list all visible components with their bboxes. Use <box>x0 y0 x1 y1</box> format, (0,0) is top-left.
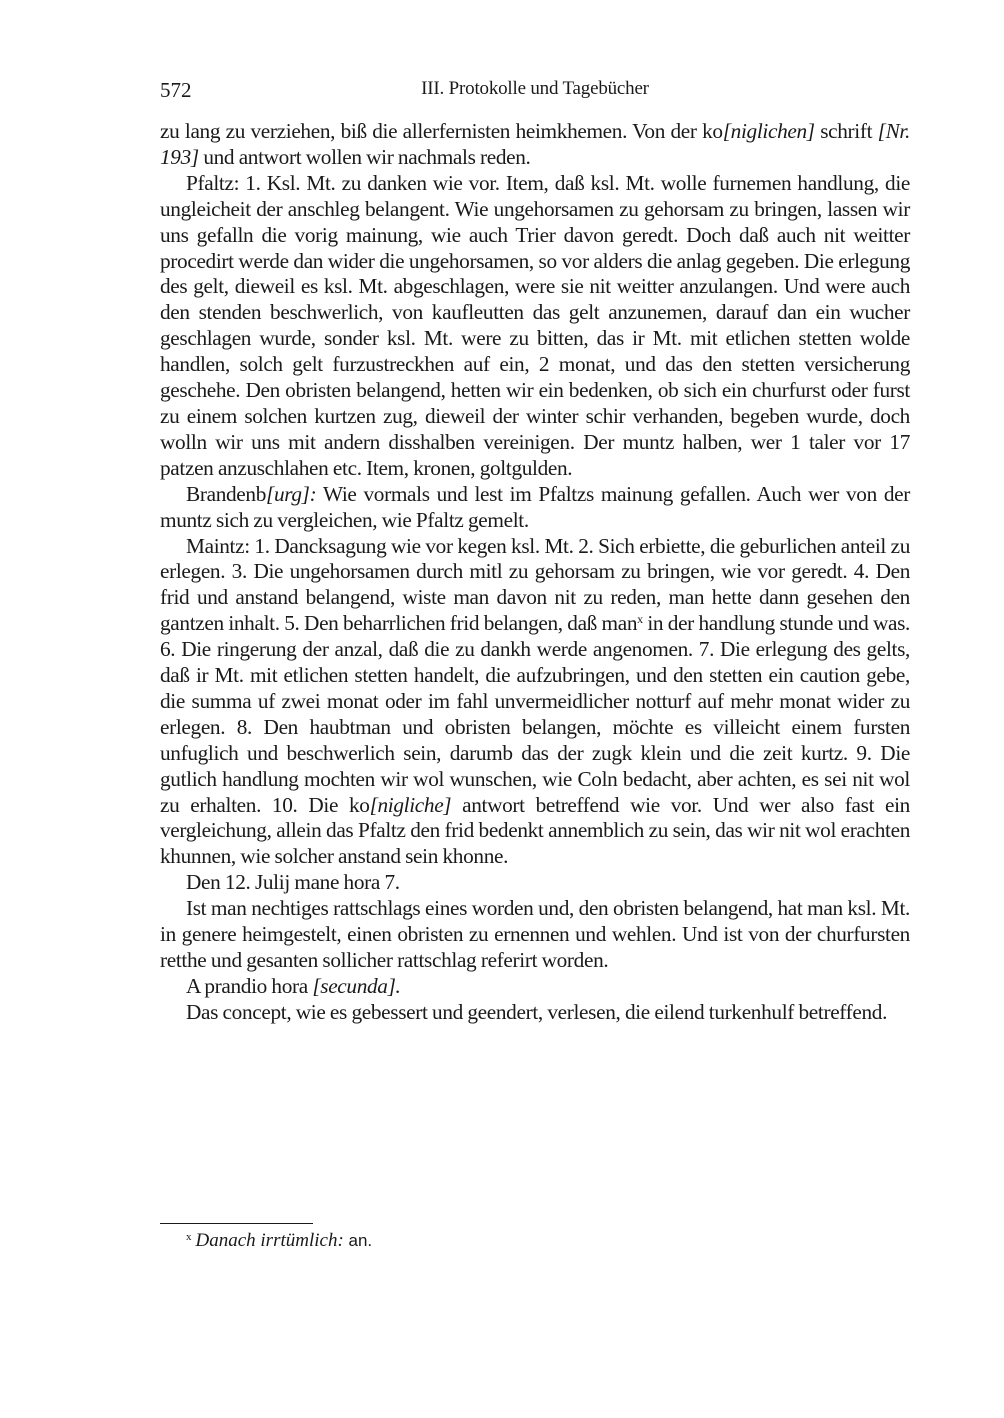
paragraph <box>160 119 910 171</box>
editorial-insertion: [Nr. 193] <box>160 119 910 169</box>
text-segment: Brandenb <box>186 481 266 506</box>
text-segment: antwort betreffend wie vor. Und wer also fast ein vergleichung, allein das Pfaltz den frid bedenkt annemblich zu sein, das wir nit wol erachten khunnen, wie solcher anstand sein khonne. <box>160 792 910 869</box>
text-segment: Pfaltz: 1. Ksl. Mt. zu danken wie vor. Item, daß ksl. Mt. wolle furnemen handlung, die ungleicheit der anschleg belangent. Wie ungehorsamen zu gehorsam zu bringen, lassen wir uns gefalln die vorig mainung, wie auch Trier davon geredt. Doch daß auch nit weitter procedirt werde dan wider die ungehorsamen, so vor alders die anlag gegeben. Die erlegung des gelt, dieweil es ksl. Mt. abgeschlagen, were sie nit weitter anzulangen. Und were auch den stenden beschwerlich, von kaufleutten das gelt anzunemen, darauf dan ein wucher geschlagen wurde, sonder ksl. Mt. were zu bitten, das ir Mt. mit etlichen stetten wolde handlen, solch gelt furzustreckhen auf ein, 2 monat, und das den stetten versicherung geschehe. Den obristen belangend, hetten wir ein bedenken, ob sich ein churfurst oder furst zu einem solchen kurtzen zug, dieweil der winter schir verhanden, begeben wurde, doch wolln wir uns mit andern disshalben vereinigen. Der muntz halben, wer 1 taler vor 17 patzen anzuschlahen etc. Item, kronen, goltgulden. <box>160 170 910 480</box>
footnote-label: Danach irrtümlich: <box>195 1230 344 1251</box>
footnote <box>186 1230 372 1252</box>
paragraph <box>160 534 910 871</box>
paragraph <box>160 482 910 534</box>
editorial-insertion: [nigliche] <box>369 792 452 817</box>
text-segment: A prandio hora <box>186 973 313 998</box>
text-segment: Das concept, wie es gebessert und geendert, verlesen, die eilend turkenhulf betreffend. <box>186 999 888 1024</box>
text-segment: in der handlung stunde und was. 6. Die ringerung der anzal, daß die zu dankh werde angenomen. 7. Die erlegung des gelts, daß ir Mt. mit etlichen stetten handelt, die aufzubringen, und den stetten ein caution gebe, die summa uf zwei monat oder im fahl unvermeidlicher notturf auf mehr monat wider zu erlegen. 8. Den haubtman und obristen belangen, möchte es villeicht einem fursten unfuglich und beschwerlich sein, darumb das der zugk klein und die zeit kurtz. 9. Die gutlich handlung mochten wir wol wunschen, wie Coln bedacht, aber achten, es sei nit wol zu erhalten. 10. Die ko <box>160 611 910 817</box>
paragraph <box>160 870 910 896</box>
text-segment: Wie vormals und lest im Pfaltzs mainung gefallen. Auch wer von der muntz sich zu vergleichen, wie Pfaltz gemelt. <box>160 481 910 532</box>
page-number: 572 <box>160 78 192 102</box>
body-text <box>160 119 910 1026</box>
footnote-reference: x <box>637 612 643 627</box>
footnote-marker: x <box>186 1231 192 1243</box>
text-segment: Den 12. Julij mane hora 7. <box>186 870 400 895</box>
running-title: III. Protokolle und Tagebücher <box>421 78 649 99</box>
footnote-divider <box>160 1223 313 1224</box>
footnote-text: an. <box>343 1231 373 1250</box>
text-segment: Ist man nechtiges rattschlags eines worden und, den obristen belangend, hat man ksl. Mt. in genere heimgestelt, einen obristen zu ernennen und wehlen. Und ist von der churfursten retthe und gesanten sollicher rattschlag referirt worden. <box>160 896 910 972</box>
text-segment: Maintz: 1. Dancksagung wie vor kegen ksl. Mt. 2. Sich erbiette, die geburlichen anteil zu erlegen. 3. Die ungehorsamen durch mitl zu gehorsam zu bringen, wie vor geredt. 4. Den frid und anstand belangend, wiste man davon nit zu reden, man hette dann gesehen den gantzen inhalt. 5. Den beharrlichen frid belangen, daß man <box>160 533 910 636</box>
editorial-insertion: [secunda]. <box>312 973 401 998</box>
paragraph <box>160 974 910 1000</box>
text-segment: zu lang zu verziehen, biß die allerfernisten heimkhemen. Von der ko <box>160 119 723 143</box>
editorial-insertion: [niglichen] <box>722 119 815 143</box>
page-header <box>160 78 910 108</box>
editorial-insertion: [urg]: <box>266 481 317 506</box>
paragraph <box>160 171 910 482</box>
text-segment: und antwort wollen wir nachmals reden. <box>198 144 531 169</box>
text-segment: schrift <box>814 119 878 143</box>
paragraph <box>160 1000 910 1026</box>
paragraph <box>160 896 910 974</box>
